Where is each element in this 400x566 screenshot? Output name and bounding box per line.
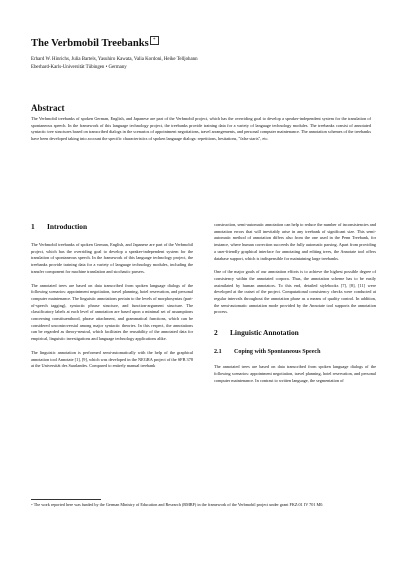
section-title: Introduction [47, 222, 88, 231]
paragraph: The Verbmobil treebanks of spoken German, English, and Japanese are part of the Verbmobil project, which has the overriding goal to develop a speaker-independent system for the translation of spontaneous speech. In the framework of this language technology project, the treebanks provide training data for a variety of language technology modules, including the transfer component for machine translation and stochastic parsers. [31, 242, 193, 274]
footnote-text: The work reported here was funded by the German Ministry of Education and Research (BMBF) in the framework of the Verbmobil project under grant FKZ:01 IV 701 M0. [33, 502, 324, 507]
paragraph: The annotated trees are based on data transcribed from spoken language dialogs of the following scenarios: appointment negotiation, travel planning, hotel reservation, and personal computer maintenance. In contrast to written language, the segmentation of [214, 364, 376, 383]
left-column [31, 222, 193, 377]
affiliation: Eberhard-Karls-Universität Tübingen • Germany [31, 65, 127, 70]
paragraph: The annotated trees are based on data transcribed from spoken language dialogs of the following scenarios: appointment negotiation, travel planning, hotel reservation, and personal computer maintenance. The linguistic annotations pertain to the levels of morphosyntax (part-of-speech tagging), syntactic phrase structure, and function-argument structure. The classificatory labels at each level of annotation are based upon a minimal set of assumptions concerning constituenthood, phrase attachment, and grammatical functions, which can be considered uncontroversial among major syntactic theories. In this respect, the annotations can be regarded as theory-neutral, which facilitates the reusability of the annotated data for empirical, linguistic investigations and language technology applications alike. [31, 282, 193, 342]
paper-title: The Verbmobil Treebanks [31, 38, 149, 49]
subsection-number: 2.1 [214, 349, 222, 356]
subsection-title: Coping with Spontaneous Speech [234, 349, 321, 356]
section-number: 2 [214, 328, 218, 338]
section-title: Linguistic Annotation [230, 328, 299, 338]
title-block [31, 36, 159, 52]
abstract-text: The Verbmobil treebanks of spoken German, English, and Japanese are part of the Verbmobil project, which has the overriding goal to develop a speaker-independent system for the translation of spontaneous speech. In the framework of this language technology project, the treebanks provide training data for a variety of language technology modules. The treebanks consist of annotated syntactic tree structures based on transcribed dialogs in the scenarios of appointment negotiations, travel arrangements, and personal computer maintenance. The annotation schemes of the treebanks have been developed taking into account the specific characteristics of spoken language dialogs: repetitions, hesitations, "false starts", etc. [31, 116, 371, 142]
author-list: Erhard W. Hinrichs, Julia Bartels, Yasuhiro Kawata, Valia Kordoni, Heike Telljohann [31, 57, 198, 62]
footnote-symbol: * [31, 503, 33, 507]
section-number: 1 [31, 222, 35, 231]
paragraph: One of the major goals of our annotation efforts is to achieve the highest possible degree of consistency within the annotated corpora. Thus, the annotation scheme has to be easily assimilated by human annotators. To this end, detailed stylebooks [7], [8], [11] were developed at the outset of the project. Computational consistency checks were conducted at regular intervals throughout the annotation phase as a means of quality control. In addition, the semi-automatic annotation mode provided by the Annotate tool supports the annotation process. [214, 269, 376, 315]
footnote-rule [31, 499, 101, 500]
abstract-heading: Abstract [31, 103, 65, 113]
footnote-marker: * [150, 36, 159, 45]
footnote [31, 502, 371, 509]
section-2-heading [214, 328, 376, 338]
paragraph: construction, semi-automatic annotation can help to reduce the number of inconsistencies and annotation errors that will inevitably arise in any treebank of significant size. This semi-automatic method of annotation differs also from the one used in the Penn Treebank, for instance, where human correction succeeds the fully automatic parsing. Apart from providing a user-friendly graphical interface for annotating and editing trees, the Annotate tool offers database support, which is indispensible for maintaining large treebanks. [214, 222, 376, 261]
paragraph: The linguistic annotation is performed semi-automatically with the help of the graphical annotation tool Annotate [1], [9], which was developed in the NEGRA project of the SFB 378 at the Universität des Saarlandes. Compared to entirely manual treebank [31, 349, 193, 369]
section-1-heading [31, 222, 193, 232]
subsection-2-1-heading [214, 348, 376, 357]
right-column [214, 222, 376, 391]
